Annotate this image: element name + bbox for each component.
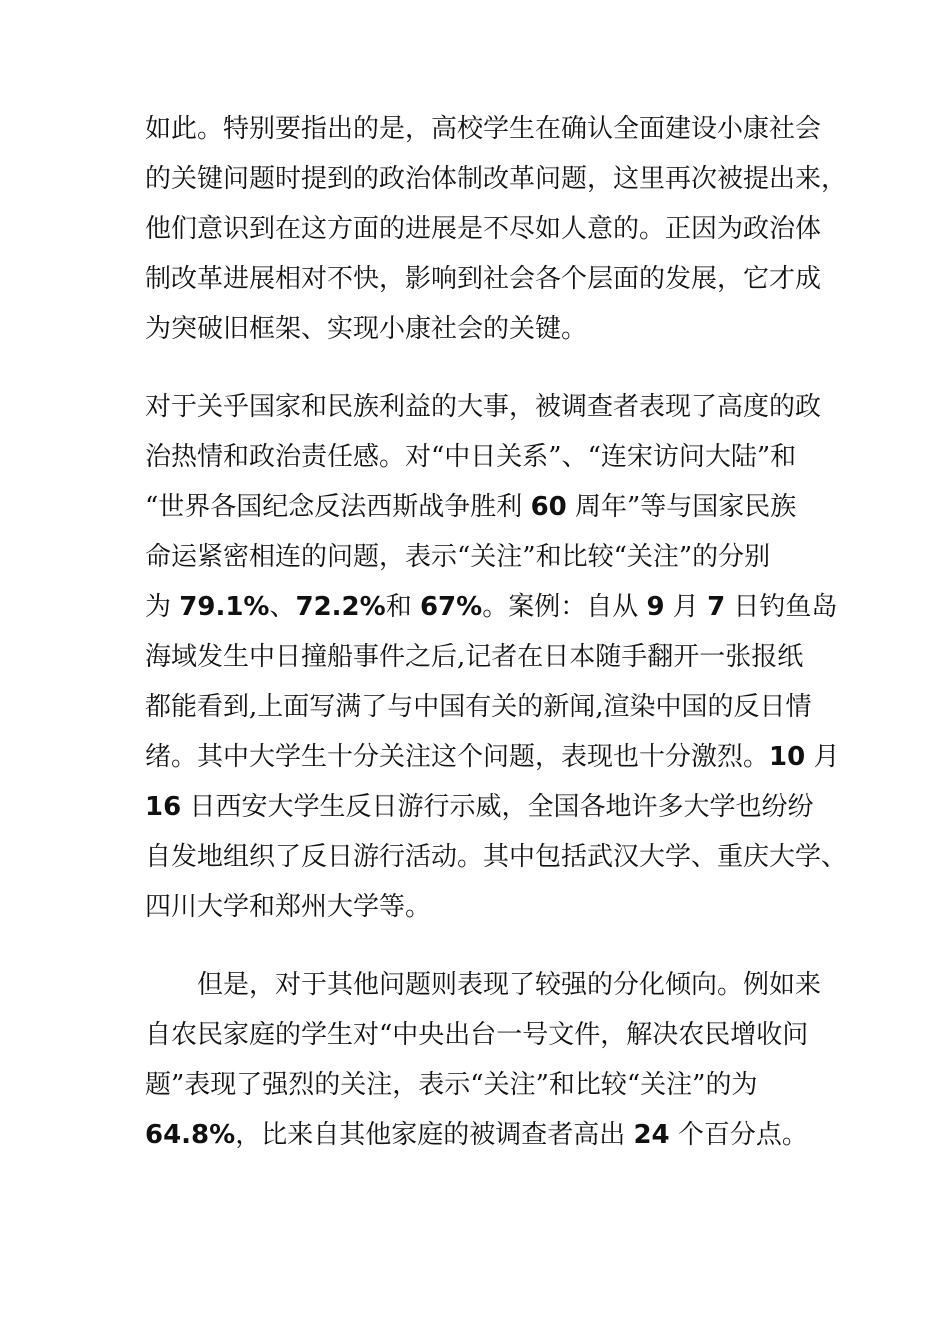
number-60: 60 bbox=[530, 492, 567, 522]
text-span: 月 bbox=[805, 742, 840, 772]
date-number: 10 bbox=[769, 742, 806, 772]
percent-value: 67% bbox=[419, 592, 483, 622]
text-line: 的关键问题时提到的政治体制改革问题，这里再次被提出来， bbox=[145, 164, 848, 194]
text-line: 命运紧密相连的问题，表示“关注”和比较“关注”的分别 bbox=[145, 542, 771, 572]
text-line bbox=[145, 732, 840, 782]
text-span: 和 bbox=[385, 592, 420, 622]
percent-value: 72.2% bbox=[295, 592, 386, 622]
text-line: 为突破旧框架、实现小康社会的关键。 bbox=[145, 314, 588, 344]
text-span: 日钓鱼岛 bbox=[725, 592, 838, 622]
paragraph-gap bbox=[145, 932, 815, 960]
text-line: 自发地组织了反日游行活动。其中包括武汉大学、重庆大学、 bbox=[145, 842, 848, 872]
text-span: “世界各国纪念反法西斯战争胜利 bbox=[145, 492, 531, 522]
text-span: 。案例：自从 bbox=[482, 592, 647, 622]
text-line: 四川大学和郑州大学等。 bbox=[145, 892, 432, 922]
text-line: 题”表现了强烈的关注，表示“关注”和比较“关注”的为 bbox=[145, 1070, 758, 1100]
text-line bbox=[145, 1110, 815, 1160]
paragraph-2 bbox=[145, 382, 848, 932]
date-number: 16 bbox=[145, 792, 182, 822]
text-span: 为 bbox=[145, 592, 180, 622]
percent-value: 64.8% bbox=[145, 1120, 236, 1150]
text-line: 但是，对于其他问题则表现了较强的分化倾向。例如来 bbox=[197, 970, 822, 1000]
text-line: 对于关乎国家和民族利益的大事，被调查者表现了高度的政 bbox=[145, 392, 822, 422]
paragraph-1 bbox=[145, 104, 848, 354]
text-line: 如此。特别要指出的是，高校学生在确认全面建设小康社会 bbox=[145, 114, 822, 144]
paragraph-gap bbox=[145, 354, 815, 382]
text-span: ，比来自其他家庭的被调查者高出 bbox=[235, 1120, 634, 1150]
text-span: 、 bbox=[269, 592, 296, 622]
percent-value: 79.1% bbox=[179, 592, 270, 622]
number-24: 24 bbox=[633, 1120, 670, 1150]
date-number: 9 bbox=[646, 592, 665, 622]
text-line bbox=[145, 582, 838, 632]
paragraph-3 bbox=[145, 960, 822, 1160]
text-line: 都能看到,上面写满了与中国有关的新闻,渲染中国的反日情 bbox=[145, 692, 812, 722]
text-line: 治热情和政治责任感。对“中日关系”、“连宋访问大陆”和 bbox=[145, 442, 797, 472]
date-number: 7 bbox=[707, 592, 726, 622]
text-span: 日西安大学生反日游行示威，全国各地许多大学也纷纷 bbox=[181, 792, 814, 822]
document-body bbox=[145, 104, 848, 1160]
text-span: 月 bbox=[664, 592, 708, 622]
text-line bbox=[145, 782, 815, 832]
text-line: 制改革进展相对不快，影响到社会各个层面的发展，它才成 bbox=[145, 264, 822, 294]
text-line: 自农民家庭的学生对“中央出台一号文件，解决农民增收问 bbox=[145, 1020, 809, 1050]
text-span: 绪。其中大学生十分关注这个问题，表现也十分激烈。 bbox=[145, 742, 770, 772]
text-line: 他们意识到在这方面的进展是不尽如人意的。正因为政治体 bbox=[145, 214, 822, 244]
text-line: 海域发生中日撞船事件之后,记者在日本随手翻开一张报纸 bbox=[145, 642, 804, 672]
text-line bbox=[145, 482, 815, 532]
text-span: 个百分点。 bbox=[669, 1120, 808, 1150]
text-span: 周年”等与国家民族 bbox=[566, 492, 797, 522]
